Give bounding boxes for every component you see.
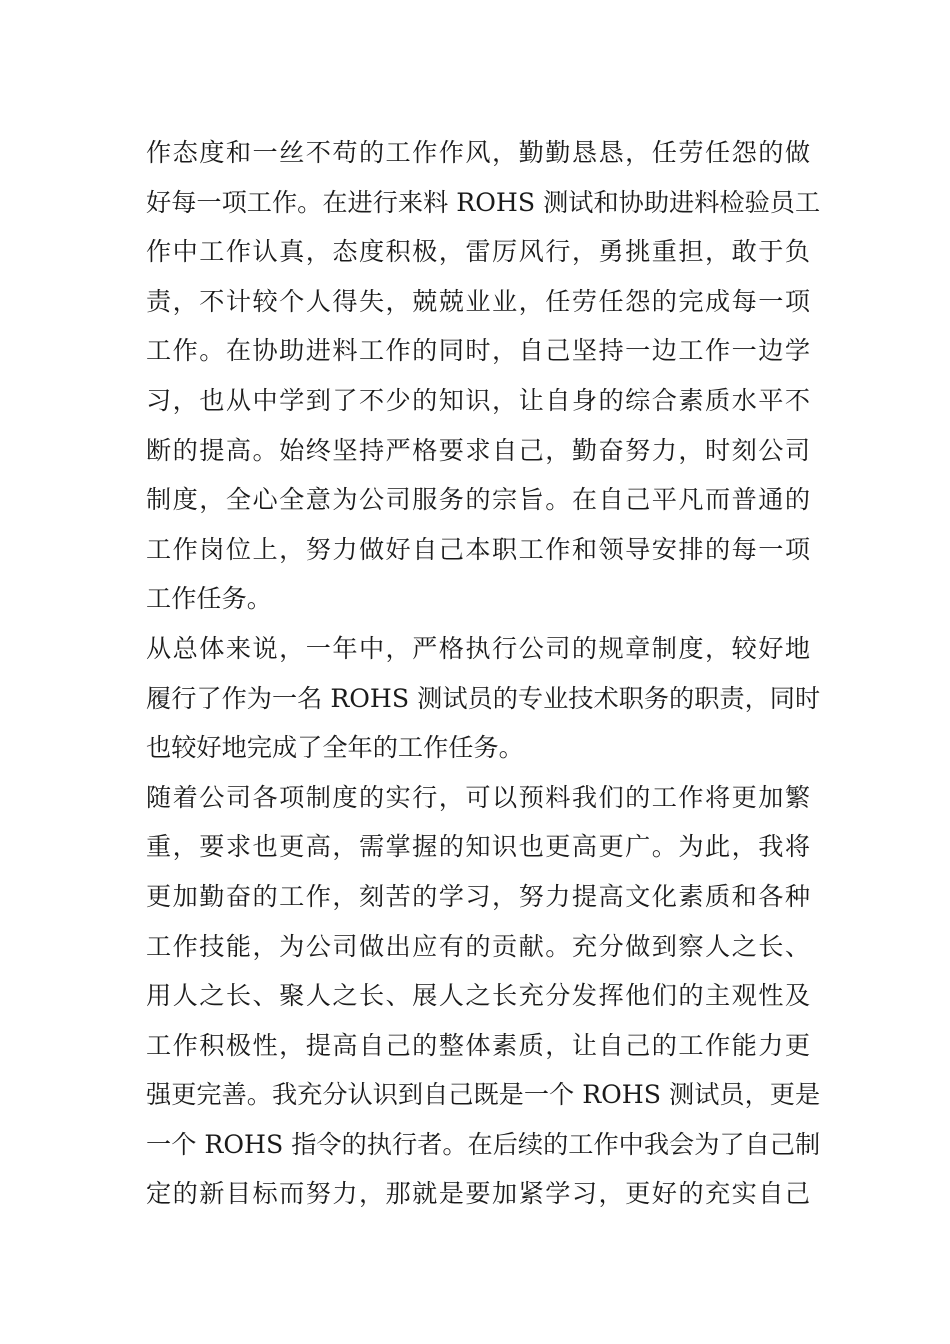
text-line: 随着公司各项制度的实行，可以预料我们的工作将更加繁 <box>146 782 810 812</box>
text-line: 责，不计较个人得失，兢兢业业，任劳任怨的完成每一项 <box>146 286 810 316</box>
text-line: 工作。在协助进料工作的同时，自己坚持一边工作一边学 <box>146 336 810 366</box>
text-line: 习，也从中学到了不少的知识，让自身的综合素质水平不 <box>146 385 810 415</box>
text-line: 工作积极性，提高自己的整体素质，让自己的工作能力更 <box>146 1030 810 1060</box>
text-line: 一个 ROHS 指令的执行者。在后续的工作中我会为了自己制 <box>146 1129 821 1159</box>
text-line: 作态度和一丝不苟的工作作风，勤勤恳恳，任劳任怨的做 <box>146 138 810 167</box>
text-line: 工作技能，为公司做出应有的贡献。充分做到察人之长、 <box>146 931 810 961</box>
text-line: 从总体来说，一年中，严格执行公司的规章制度，较好地 <box>146 633 810 663</box>
paragraph-future-plan <box>146 773 821 1219</box>
text-line: 更加勤奋的工作，刻苦的学习，努力提高文化素质和各种 <box>146 881 810 911</box>
text-line: 定的新目标而努力，那就是要加紧学习，更好的充实自己 <box>146 1179 810 1209</box>
text-line: 断的提高。始终坚持严格要求自己，勤奋努力，时刻公司 <box>146 435 810 465</box>
text-line: 工作任务。 <box>146 584 272 614</box>
document-body <box>146 128 821 1219</box>
paragraph-work-attitude <box>146 128 821 624</box>
text-line: 用人之长、聚人之长、展人之长充分发挥他们的主观性及 <box>146 981 810 1011</box>
text-line: 履行了作为一名 ROHS 测试员的专业技术职务的职责，同时 <box>146 683 821 713</box>
text-line: 强更完善。我充分认识到自己既是一个 ROHS 测试员，更是 <box>146 1080 821 1110</box>
text-line: 也较好地完成了全年的工作任务。 <box>146 733 524 763</box>
text-line: 重，要求也更高，需掌握的知识也更高更广。为此，我将 <box>146 832 810 862</box>
text-line: 制度，全心全意为公司服务的宗旨。在自己平凡而普通的 <box>146 485 810 515</box>
text-line: 好每一项工作。在进行来料 ROHS 测试和协助进料检验员工 <box>146 187 821 217</box>
text-line: 工作岗位上，努力做好自己本职工作和领导安排的每一项 <box>146 534 810 564</box>
paragraph-overall-summary <box>146 624 821 773</box>
text-line: 作中工作认真，态度积极，雷厉风行，勇挑重担，敢于负 <box>146 237 810 267</box>
